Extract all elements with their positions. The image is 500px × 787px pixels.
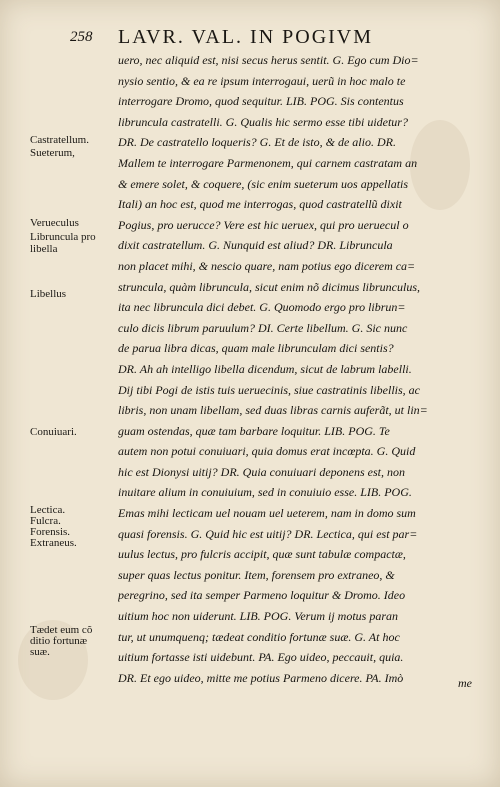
marginal-notes [30, 0, 118, 787]
body-line: non placet mihi, & nescio quare, nam potius ego dicerem ca= [118, 258, 416, 273]
body-line: DR. De castratello loqueris? G. Et de isto, & de alio. DR. [118, 135, 396, 150]
running-title: LAVR. VAL. IN POGIVM [118, 26, 374, 48]
body-line: quasi forensis. G. Quid hic est uitij? DR. Lectica, qui est par= [118, 526, 418, 541]
body-line: libruncula castratelli. G. Qualis hic sermo esse tibi uidetur? [118, 114, 408, 129]
body-line: ita nec libruncula dici debet. G. Quomodo ergo pro librun= [118, 300, 406, 315]
body-line: dixit castratellum. G. Nunquid est aliud? DR. Libruncula [118, 238, 393, 253]
body-line: autem non potui conuiuari, quia domus erat incœpta. G. Quid [118, 444, 416, 459]
body-line: peregrino, sed ita semper Parmeno loquitur & Dromo. Ideo [118, 588, 406, 603]
page-number: 258 [70, 29, 93, 45]
page-header [70, 26, 490, 50]
body-line: Emas mihi lecticam uel nouam uel ueterem, nam in domo sum [118, 506, 416, 521]
body-line: nysio sentio, & ea re ipsum interrogaui, uerũ in hoc malo te [118, 73, 406, 88]
margin-note-conuiuari: Conuiuari. [30, 426, 77, 438]
body-line: Dij tibi Pogi de istis tuis ueruecinis, siue castratinis libellis, ac [118, 382, 420, 397]
body-line: de parua libra dicas, quam male librunculam dici sentis? [118, 341, 394, 356]
body-line: libris, non unam libellam, sed duas libras carnis auferãt, ut lin= [118, 403, 428, 418]
body-line: uitium hoc non uiderunt. LIB. POG. Verum ij motus paran [118, 609, 398, 624]
margin-note-libella: libella [30, 243, 58, 255]
body-line: tur, ut unumquenq; tædeat conditio fortunæ suæ. G. At hoc [118, 629, 400, 644]
body-line: hic est Dionysi uitij? DR. Quia conuiuari deponens est, non [118, 464, 405, 479]
margin-note-castratellum: Castratellum. [30, 134, 89, 146]
margin-note-verueculus: Verueculus [30, 217, 79, 229]
margin-note-sueterum: Sueterum, [30, 147, 75, 159]
body-line: inuitare alium in conuiuium, sed in conuiuio esse. LIB. POG. [118, 485, 412, 500]
margin-note-lectica-group: Lectica. Fulcra. Forensis. Extraneus. [30, 504, 77, 549]
body-line: Itali) an hoc est, quod me interrogas, quod castratellũ dixit [118, 197, 402, 212]
body-line: Mallem te interrogare Parmenonem, qui carnem castratam an [118, 155, 418, 170]
margin-note-libruncula: Libruncula pro [30, 231, 96, 243]
body-line: & emere solet, & coquere, (sic enim sueterum uos appellatis [118, 176, 409, 191]
body-line: super quas lectus ponitur. Item, forensem pro extraneo, & [118, 567, 395, 582]
body-line: struncula, quàm libruncula, sicut enim nõ dicimus librunculus, [118, 279, 420, 294]
main-text-block [118, 50, 472, 700]
body-line: uitium fortasse isti uidebunt. PA. Ego uideo, peccauit, quia. [118, 650, 404, 665]
catchword: me [458, 676, 472, 690]
body-line: Pogius, pro uerucce? Vere est hic ueruex, qui pro ueruecul o [118, 217, 409, 232]
body-line: interrogare Dromo, quod sequitur. LIB. POG. Sis contentus [118, 94, 404, 109]
body-line: DR. Et ego uideo, mitte me potius Parmeno dicere. PA. Imò [118, 670, 404, 685]
margin-note-libellus: Libellus [30, 288, 67, 300]
body-line: guam ostendas, quæ tam barbare loquitur. LIB. POG. Te [118, 423, 390, 438]
body-line: DR. Ah ah intelligo libella dicendum, sicut de labrum labelli. [118, 361, 412, 376]
body-line: uulus lectus, pro fulcris accipit, quæ sunt tabulæ compactæ, [118, 547, 406, 562]
body-line: culo dicis librum paruulum? DI. Certe libellum. G. Sic nunc [118, 320, 408, 335]
margin-note-taedet: Tædet eum cõ ditio fortunæ suæ. [30, 624, 93, 658]
body-line: uero, nec aliquid est, nisi secus herus sentit. G. Ego cum Dio= [118, 53, 419, 67]
